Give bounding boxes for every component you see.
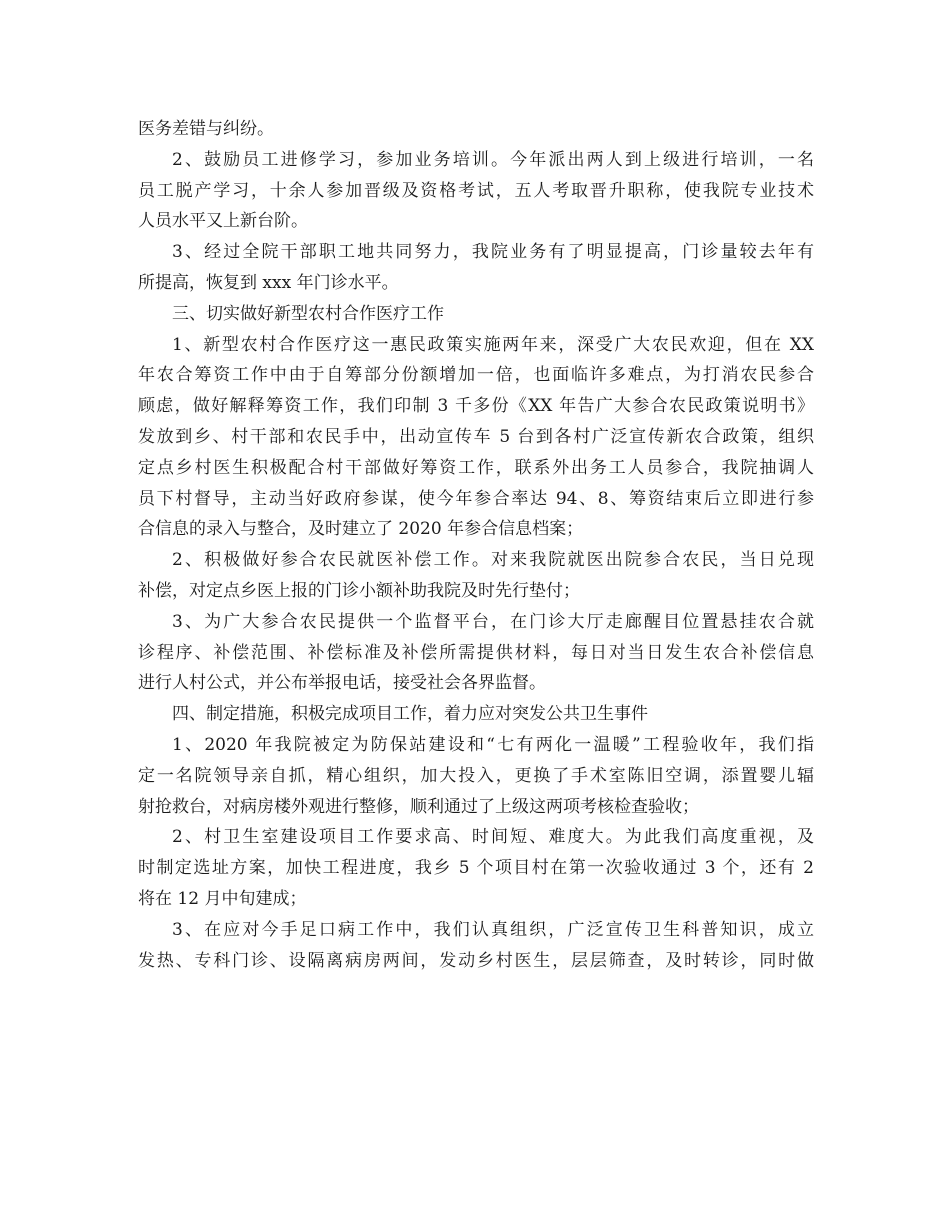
text-line: 射抢救台，对病房楼外观进行整修，顺利通过了上级这两项考核检查验收；: [138, 796, 699, 817]
text-line: 合信息的录入与整合，及时建立了 2020 年参合信息档案；: [138, 519, 584, 540]
text-line: 年农合筹资工作中由于自筹部分份额增加一倍，也面临许多难点，为打消农民参合: [138, 365, 814, 386]
text-line: 2、积极做好参合农民就医补偿工作。对来我院就医出院参合农民，当日兑现: [172, 550, 814, 571]
text-line: 发热、专科门诊、设隔离病房两间，发动乡村医生，层层筛查，及时转诊，同时做: [138, 950, 814, 971]
text-line: 定点乡村医生积极配合村干部做好筹资工作，联系外出务工人员参合，我院抽调人: [138, 457, 814, 478]
text-line: 将在 12 月中旬建成；: [138, 888, 307, 909]
text-line: 2、村卫生室建设项目工作要求高、时间短、难度大。为此我们高度重视，及: [172, 827, 814, 848]
text-line: 2、鼓励员工进修学习，参加业务培训。今年派出两人到上级进行培训，一名: [172, 149, 814, 170]
text-line: 进行人村公式，并公布举报电话，接受社会各界监督。: [138, 673, 546, 694]
text-line: 1、新型农村合作医疗这一惠民政策实施两年来，深受广大农民欢迎，但在 XX: [172, 334, 814, 355]
text-line: 顾虑，做好解释筹资工作，我们印制 3 千多份《XX 年告广大参合农民政策说明书》: [138, 396, 814, 417]
document-body: [138, 114, 814, 976]
text-line: 所提高，恢复到 xxx 年门诊水平。: [138, 272, 399, 293]
text-line: 定一名院领导亲自抓，精心组织，加大投入，更换了手术室陈旧空调，添置婴儿辐: [138, 765, 814, 786]
text-line: 1、2020 年我院被定为防保站建设和“七有两化一温暖”工程验收年，我们指: [172, 734, 814, 755]
text-line: 员下村督导，主动当好政府参谋，使今年参合率达 94、8、筹资结束后立即进行参: [138, 488, 814, 509]
text-line: 时制定选址方案，加快工程进度，我乡 5 个项目村在第一次验收通过 3 个，还有 2: [138, 858, 814, 879]
text-line: 3、在应对今手足口病工作中，我们认真组织，广泛宣传卫生科普知识，成立: [172, 919, 814, 940]
text-line: 诊程序、补偿范围、补偿标准及补偿所需提供材料，每日对当日发生农合补偿信息: [138, 642, 814, 663]
text-line: 3、经过全院干部职工地共同努力，我院业务有了明显提高，门诊量较去年有: [172, 242, 814, 263]
section-heading: 三、切实做好新型农村合作医疗工作: [172, 303, 444, 324]
text-line: 医务差错与纠纷。: [138, 119, 274, 139]
section-heading: 四、制定措施，积极完成项目工作，着力应对突发公共卫生事件: [172, 704, 648, 725]
text-line: 补偿，对定点乡医上报的门诊小额补助我院及时先行垫付；: [138, 580, 580, 601]
text-line: 员工脱产学习，十余人参加晋级及资格考试，五人考取晋升职称，使我院专业技术: [138, 180, 814, 201]
text-line: 3、为广大参合农民提供一个监督平台，在门诊大厅走廊醒目位置悬挂农合就: [172, 611, 814, 632]
text-line: 人员水平又上新台阶。: [138, 211, 308, 232]
text-line: 发放到乡、村干部和农民手中，出动宣传车 5 台到各村广泛宣传新农合政策，组织: [138, 426, 814, 447]
